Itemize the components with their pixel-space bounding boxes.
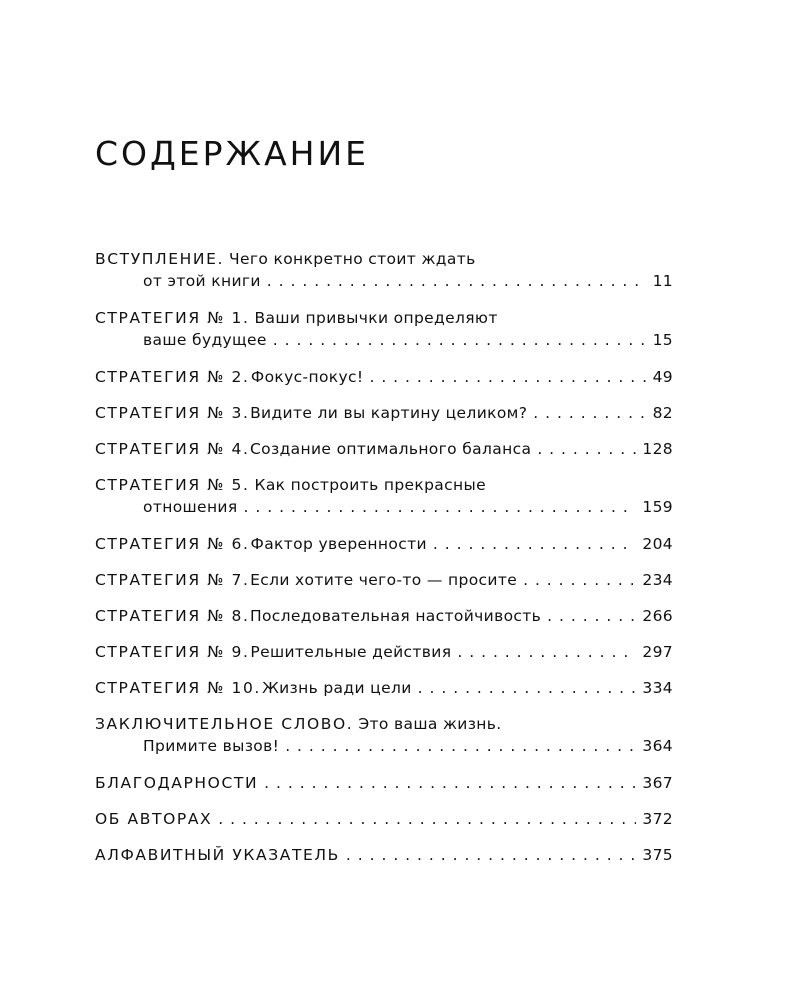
- toc-page-number: 82: [652, 404, 673, 422]
- toc-entry-strategy-7[interactable]: [95, 569, 673, 591]
- toc-page-number: 15: [652, 331, 673, 349]
- toc-entry-title: Жизнь ради цели: [262, 679, 412, 697]
- toc-entry-title: Создание оптимального баланса: [249, 440, 532, 458]
- dot-leader: [433, 533, 636, 555]
- toc-entry-strategy-3[interactable]: [95, 402, 673, 424]
- toc-entry-strategy-2[interactable]: [95, 366, 673, 388]
- toc-entry-title-continued: отношения: [143, 498, 238, 516]
- toc-entry-prefix: СТРАТЕГИЯ № 9.: [95, 643, 250, 661]
- toc-entry-introduction[interactable]: [95, 248, 673, 292]
- toc-entry-about-authors[interactable]: [95, 808, 673, 830]
- toc-entry-prefix: СТРАТЕГИЯ № 5.: [95, 476, 250, 494]
- toc-entry-title: Если хотите чего-то — просите: [250, 571, 518, 589]
- toc-entry-title: Ваши привычки определяют: [254, 309, 498, 327]
- toc-entry-title-continued: ваше будущее: [143, 331, 267, 349]
- toc-entry-strategy-4[interactable]: [95, 438, 673, 460]
- dot-leader: [267, 270, 647, 292]
- toc-entry-strategy-8[interactable]: [95, 605, 673, 627]
- toc-entry-prefix: СТРАТЕГИЯ № 2.: [95, 368, 250, 386]
- toc-entry-title: Как построить прекрасные: [254, 476, 486, 494]
- dot-leader: [264, 772, 636, 794]
- toc-page-number: 367: [642, 774, 673, 792]
- toc-entry-acknowledgements[interactable]: [95, 772, 673, 794]
- toc-page-number: 159: [642, 498, 673, 516]
- toc-page-number: 334: [642, 679, 673, 697]
- toc-page-number: 364: [642, 737, 673, 755]
- toc-page-number: 49: [652, 368, 673, 386]
- toc-entry-index[interactable]: [95, 844, 673, 866]
- toc-entry-title: Решительные действия: [250, 643, 452, 661]
- toc-entry-prefix: ЗАКЛЮЧИТЕЛЬНОЕ СЛОВО.: [95, 715, 354, 733]
- toc-entry-strategy-5[interactable]: [95, 474, 673, 518]
- toc-page-number: 375: [642, 846, 673, 864]
- toc-entry-prefix: СТРАТЕГИЯ № 6.: [95, 535, 250, 553]
- dot-leader: [547, 605, 636, 627]
- toc-entry-prefix: БЛАГОДАРНОСТИ: [95, 774, 259, 792]
- dot-leader: [218, 808, 636, 830]
- toc-entry-strategy-10[interactable]: [95, 677, 673, 699]
- toc-page-number: 11: [652, 272, 673, 290]
- toc-page-number: 128: [642, 440, 673, 458]
- toc-page-number: 234: [642, 571, 673, 589]
- toc-entry-prefix: АЛФАВИТНЫЙ УКАЗАТЕЛЬ: [95, 846, 340, 864]
- toc-entry-conclusion[interactable]: [95, 713, 673, 757]
- dot-leader: [523, 569, 636, 591]
- toc-entry-title: Видите ли вы картину целиком?: [250, 404, 528, 422]
- toc-entry-title: Фактор уверенности: [250, 535, 427, 553]
- toc-entry-prefix: СТРАТЕГИЯ № 4.: [95, 440, 250, 458]
- toc-entry-prefix: СТРАТЕГИЯ № 1.: [95, 309, 250, 327]
- dot-leader: [285, 735, 636, 757]
- toc-entry-prefix: СТРАТЕГИЯ № 3.: [95, 404, 250, 422]
- toc-entry-title: Чего конкретно стоит ждать: [229, 250, 476, 268]
- toc-entry-prefix: СТРАТЕГИЯ № 7.: [95, 571, 250, 589]
- dot-leader: [346, 844, 636, 866]
- dot-leader: [457, 641, 636, 663]
- toc-entry-strategy-9[interactable]: [95, 641, 673, 663]
- toc-page-number: 297: [642, 643, 673, 661]
- dot-leader: [273, 329, 647, 351]
- page-title: СОДЕРЖАНИЕ: [95, 134, 370, 173]
- table-of-contents: [95, 248, 673, 880]
- dot-leader: [244, 496, 637, 518]
- toc-entry-prefix: ВСТУПЛЕНИЕ.: [95, 250, 225, 268]
- toc-entry-title: Последовательная настойчивость: [249, 607, 542, 625]
- toc-entry-strategy-1[interactable]: [95, 307, 673, 351]
- toc-entry-title: Это ваша жизнь.: [358, 715, 502, 733]
- toc-entry-title-continued: от этой книги: [143, 272, 261, 290]
- dot-leader: [369, 366, 646, 388]
- toc-page-number: 372: [642, 810, 673, 828]
- toc-entry-title-continued: Примите вызов!: [143, 737, 280, 755]
- toc-entry-prefix: ОБ АВТОРАХ: [95, 810, 213, 828]
- toc-page-number: 204: [642, 535, 673, 553]
- toc-page-number: 266: [642, 607, 673, 625]
- toc-entry-prefix: СТРАТЕГИЯ № 8.: [95, 607, 250, 625]
- dot-leader: [418, 677, 637, 699]
- dot-leader: [533, 402, 646, 424]
- toc-entry-prefix: СТРАТЕГИЯ № 10.: [95, 679, 261, 697]
- dot-leader: [537, 438, 636, 460]
- toc-entry-strategy-6[interactable]: [95, 533, 673, 555]
- toc-entry-title: Фокус-покус!: [250, 368, 364, 386]
